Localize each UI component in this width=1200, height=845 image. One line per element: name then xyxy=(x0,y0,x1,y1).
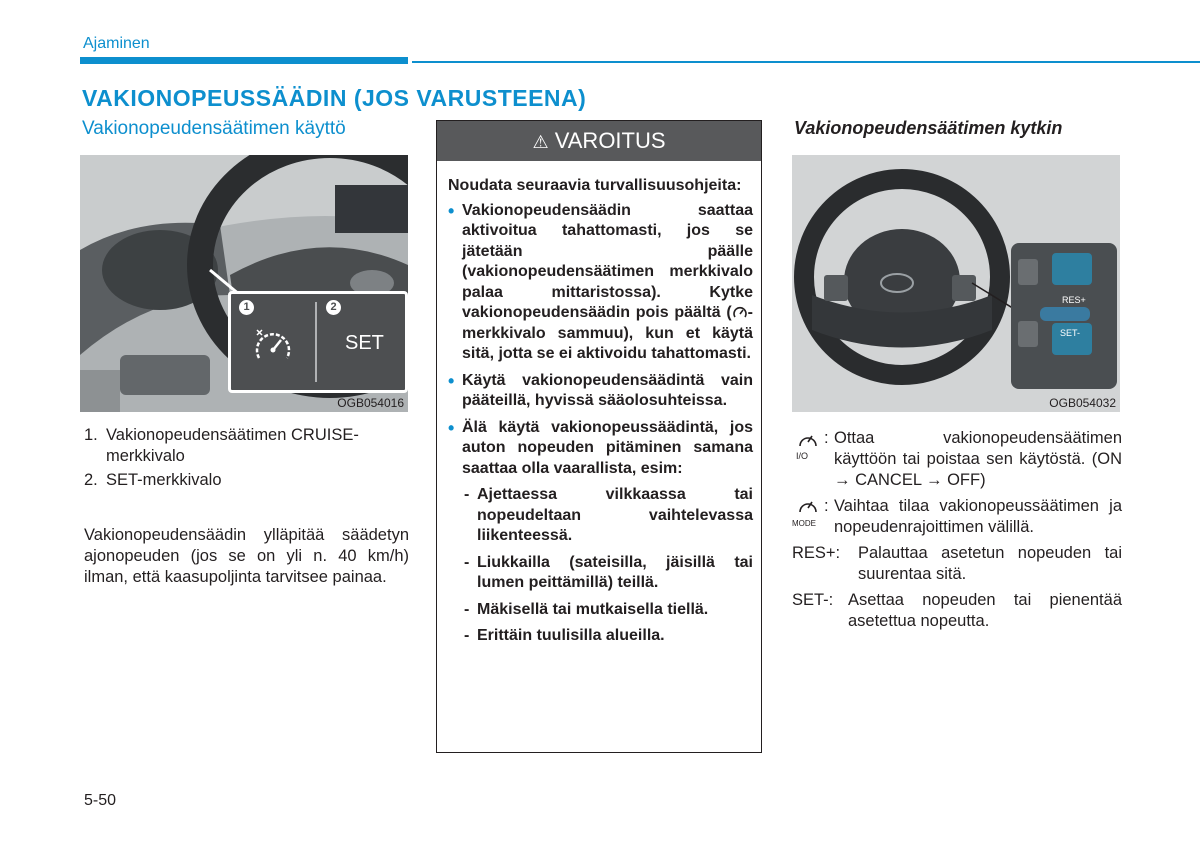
dash: - xyxy=(464,553,470,571)
definition-desc: Asettaa nopeuden tai pienentää asetettua nopeutta. xyxy=(848,591,1122,630)
definition-term: RES+: xyxy=(792,544,841,562)
definition-term: : xyxy=(824,497,829,515)
definition-term: SET-: xyxy=(792,591,834,609)
warning-triangle-icon: ⚠ xyxy=(532,132,549,152)
badge-1: 1 xyxy=(239,300,254,315)
steering-wheel-photo xyxy=(792,155,1120,412)
warning-subitem xyxy=(464,485,753,547)
warning-box xyxy=(436,120,762,753)
cruise-indicator-icon xyxy=(251,326,295,366)
warning-subitem-2: Liukkailla (sateisilla, jäisillä tai lumen peittämillä) teillä. xyxy=(477,553,753,591)
icon-caption: MODE xyxy=(792,519,816,528)
header-rule-thick xyxy=(80,57,408,64)
definition-desc: Palauttaa asetetun nopeuden tai suurentaa sitä. xyxy=(858,544,1122,583)
indicator-list xyxy=(84,425,409,491)
photo-code: OGB054016 xyxy=(337,396,404,410)
warning-bullet-1-after: -merkkivalo sammuu), kun et käytä sitä, jotta se ei aktivoidu tahattomasti. xyxy=(462,304,753,362)
definition-item xyxy=(792,496,1122,538)
list-item-number: 1. xyxy=(84,426,98,444)
warning-body xyxy=(448,176,753,653)
switch-definitions xyxy=(792,428,1122,637)
warning-subitem-3: Mäkisellä tai mutkaisella tiellä. xyxy=(477,600,709,618)
dash: - xyxy=(464,486,470,503)
set-indicator-label: SET xyxy=(345,332,384,354)
warning-bullet-1: Vakionopeudensäädin saattaa aktivoitua tahattomasti, jos se jätetään päälle (vakionopeudensäätimen merkkivalo palaa mittaristossa). Kytke vakionopeudensäädin pois päältä ( xyxy=(462,201,753,321)
list-item-text: Vakionopeudensäätimen CRUISE-merkkivalo xyxy=(106,426,359,465)
indicator-inset xyxy=(228,291,408,393)
definition-desc: Ottaa vakionopeudensäätimen käyttöön tai poistaa sen käytöstä. (ON → CANCEL → OFF) xyxy=(834,429,1122,489)
warning-bullet xyxy=(448,201,753,365)
bullet-dot: • xyxy=(448,200,455,221)
warning-bullet-3: Älä käytä vakionopeussäädintä, jos auton nopeuden pitäminen samana saattaa olla vaarallista, esim: xyxy=(462,418,753,477)
dashboard-photo xyxy=(80,155,408,412)
bullet-dot: • xyxy=(448,417,455,438)
steering-wheel-illustration xyxy=(792,155,1120,412)
cruise-onoff-icon xyxy=(792,428,834,461)
warning-subitem xyxy=(464,600,753,621)
dash: - xyxy=(464,627,470,644)
warning-header xyxy=(437,121,761,161)
page-number: 5-50 xyxy=(84,792,117,809)
inset-divider xyxy=(315,302,317,382)
section-label: Ajaminen xyxy=(83,35,150,52)
header-rule-thin xyxy=(412,61,1200,63)
warning-bullet-text xyxy=(462,201,753,365)
list-item-number: 2. xyxy=(84,471,98,489)
definition-item xyxy=(792,543,1122,585)
page-title: VAKIONOPEUSSÄÄDIN (JOS VARUSTEENA) xyxy=(82,85,587,111)
icon-caption: I/O xyxy=(796,451,809,461)
cruise-mode-icon xyxy=(792,496,834,528)
warning-subitem xyxy=(464,626,753,647)
warning-subitem-1: Ajettaessa vilkkaassa tai nopeudeltaan vaihtelevassa liikenteessä. xyxy=(477,486,753,544)
cruise-indicator-icon xyxy=(732,304,748,319)
switch-heading: Vakionopeudensäätimen kytkin xyxy=(794,118,1063,138)
definition-item xyxy=(792,428,1122,491)
list-item xyxy=(84,425,409,467)
warning-subitem xyxy=(464,553,753,594)
set-label: SET- xyxy=(1060,328,1081,338)
definition-term: : xyxy=(824,429,829,447)
description-paragraph: Vakionopeudensäädin ylläpitää säädetyn ajonopeuden (jos se on yli n. 40 km/h) ilman, että kaasupoljinta tarvitsee painaa. xyxy=(84,526,409,586)
list-item xyxy=(84,470,409,491)
warning-bullet xyxy=(448,371,753,412)
warning-intro: Noudata seuraavia turvallisuusohjeita: xyxy=(448,177,742,194)
warning-title: VAROITUS xyxy=(554,128,666,153)
bullet-dot: • xyxy=(448,370,455,391)
dash: - xyxy=(464,600,470,618)
warning-subitem-4: Erittäin tuulisilla alueilla. xyxy=(477,627,665,644)
warning-bullet-2: Käytä vakionopeudensäädintä vain pääteillä, hyvissä sääolosuhteissa. xyxy=(462,371,753,409)
list-item-text: SET-merkkivalo xyxy=(106,471,222,489)
res-label: RES+ xyxy=(1062,295,1086,305)
badge-2: 2 xyxy=(326,300,341,315)
warning-bullet xyxy=(448,418,753,480)
definition-item xyxy=(792,590,1122,632)
photo-code: OGB054032 xyxy=(1049,396,1116,410)
section-subtitle: Vakionopeudensäätimen käyttö xyxy=(82,118,346,139)
definition-desc: Vaihtaa tilaa vakionopeussäätimen ja nopeudenrajoittimen välillä. xyxy=(834,497,1122,536)
